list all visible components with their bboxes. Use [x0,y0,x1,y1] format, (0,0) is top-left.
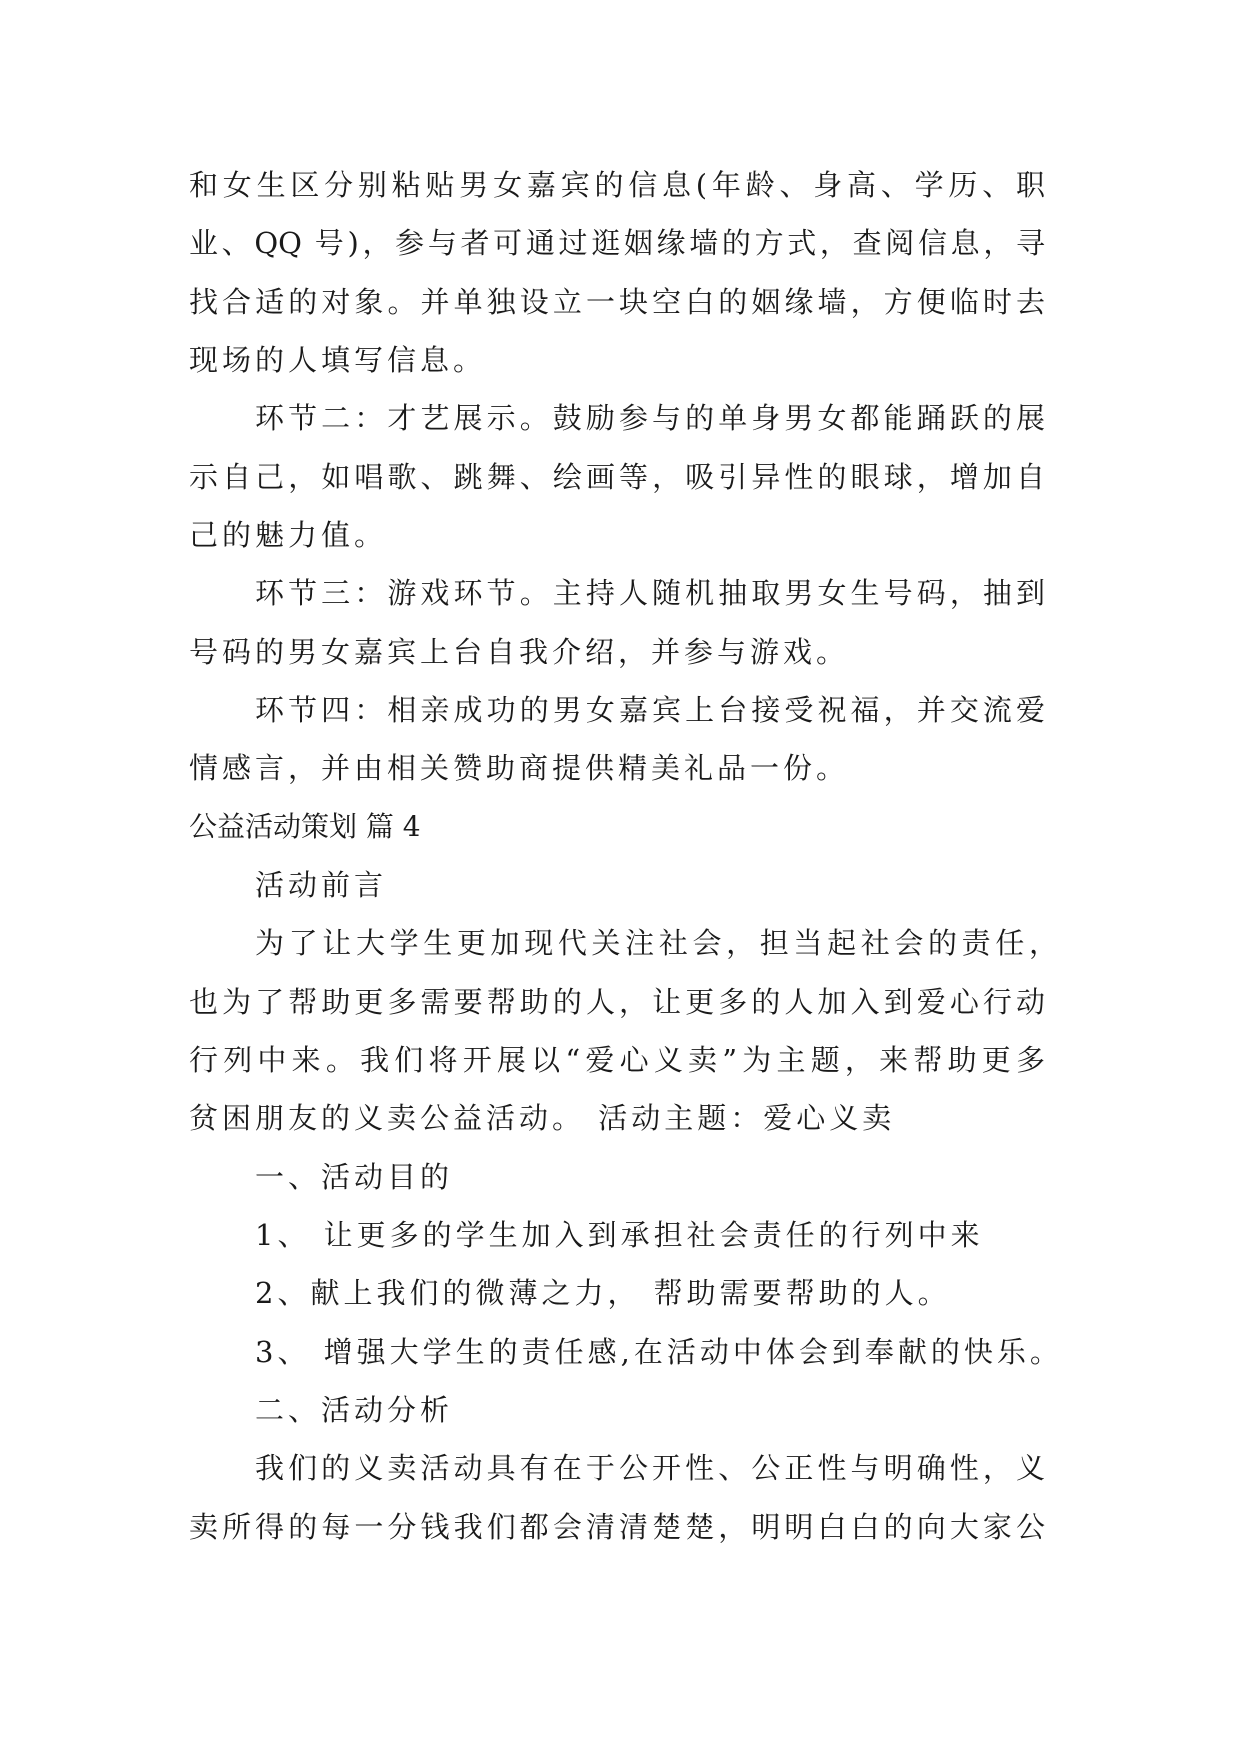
paragraph-line: 找合适的对象。并单独设立一块空白的姻缘墙，方便临时去 [189,285,1045,319]
paragraph-line: 贫困朋友的义卖公益活动。 活动主题：爱心义卖 [189,1101,896,1135]
paragraph-line: 现场的人填写信息。 [189,343,487,377]
subheading: 活动前言 [255,868,388,902]
section-heading: 公益活动策划 篇 4 [189,810,421,843]
paragraph-line: 也为了帮助更多需要帮助的人，让更多的人加入到爱心行动 [189,985,1045,1019]
paragraph-line: 我们的义卖活动具有在于公开性、公正性与明确性，义 [255,1451,1045,1485]
subheading: 二、活动分析 [255,1393,454,1427]
paragraph-line: 为了让大学生更加现代关注社会，担当起社会的责任， [255,926,1058,960]
paragraph-line: 环节三：游戏环节。主持人随机抽取男女生号码，抽到 [255,576,1045,610]
paragraph-line: 号码的男女嘉宾上台自我介绍，并参与游戏。 [189,635,850,669]
list-item: 2、献上我们的微薄之力， 帮助需要帮助的人。 [255,1276,951,1310]
paragraph-line: 己的魅力值。 [189,518,388,552]
paragraph-line: 卖所得的每一分钱我们都会清清楚楚，明明白白的向大家公 [189,1510,1045,1544]
paragraph-line: 业、QQ 号)，参与者可通过逛姻缘墙的方式，查阅信息，寻 [189,226,1045,260]
paragraph-line: 和女生区分别粘贴男女嘉宾的信息(年龄、身高、学历、职 [189,168,1045,202]
paragraph-line: 环节二：才艺展示。鼓励参与的单身男女都能踊跃的展 [255,401,1045,435]
paragraph-line: 行列中来。我们将开展以“爱心义卖”为主题，来帮助更多 [189,1043,1045,1077]
list-item: 1、 让更多的学生加入到承担社会责任的行列中来 [255,1218,984,1252]
paragraph-line: 情感言，并由相关赞助商提供精美礼品一份。 [189,751,850,785]
list-item: 3、 增强大学生的责任感,在活动中体会到奉献的快乐。 [255,1335,1063,1369]
subheading: 一、活动目的 [255,1160,454,1194]
paragraph-line: 示自己，如唱歌、跳舞、绘画等，吸引异性的眼球，增加自 [189,460,1045,494]
paragraph-line: 环节四：相亲成功的男女嘉宾上台接受祝福，并交流爱 [255,693,1045,727]
